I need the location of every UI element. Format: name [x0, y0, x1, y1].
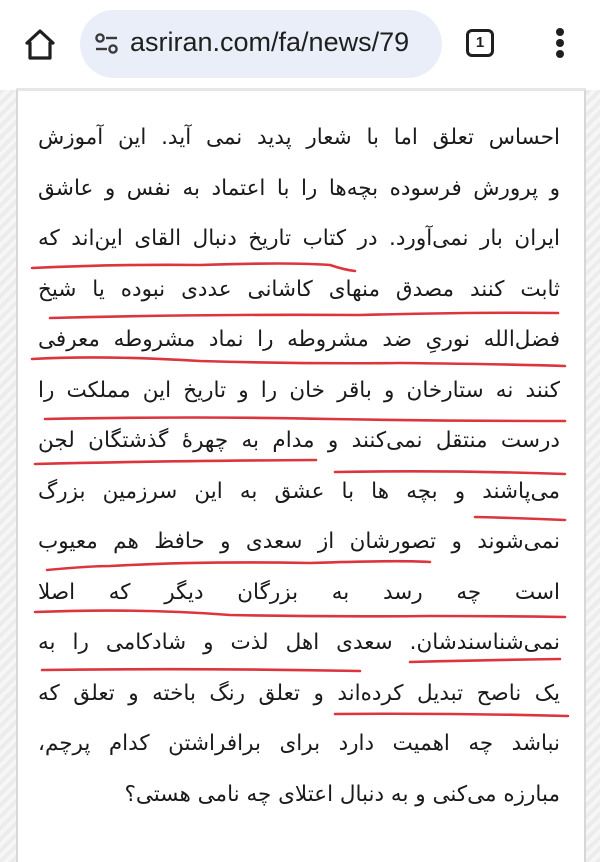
article-line: نباشد چه اهمیت دارد برای برافراشتن کدام پرچم، [38, 731, 560, 756]
more-vert-icon [550, 28, 570, 58]
tab-switcher-button[interactable] [466, 29, 494, 57]
article-line: نمی‌شوند و تصورشان از سعدی و حافظ هم معیوب [38, 529, 560, 554]
article-line: و پرورش فرسوده بچه‌ها را با اعتماد به نفس و عاشق [38, 175, 560, 201]
address-bar[interactable] [80, 10, 442, 78]
browser-toolbar [0, 0, 600, 88]
more-menu-button[interactable] [550, 26, 570, 62]
article-line: کنند نه ستارخان و باقر خان را و تاریخ این مملکت را [38, 377, 560, 403]
home-icon [22, 26, 58, 62]
article-line: نمی‌شناسندشان. سعدی اهل لذت و شادکامی را به [38, 630, 560, 655]
tab-count: 1 [475, 34, 485, 51]
article-line: می‌پاشند و بچه ها با عشق به این سرزمین بزرگ [38, 478, 560, 504]
left-margin [0, 90, 18, 862]
article-line: یک ناصح تبدیل کرده‌اند و تعلق رنگ باخته و تعلق که [38, 680, 560, 706]
article-line: درست منتقل نمی‌کنند و مدام به چهرۀ گذشتگان لجن [38, 428, 560, 453]
article-panel [18, 91, 584, 862]
url-text[interactable]: asriran.com/fa/news/79 [130, 27, 410, 57]
article-line: است چه رسد به بزرگان دیگر که اصلا [38, 579, 560, 605]
article-line: ایران بار نمی‌آورد. در کتاب تاریخ دنبال القای این‌اند که [38, 226, 560, 251]
article-body [38, 113, 560, 820]
article-line: مبارزه می‌کنی و به دنبال اعتلای چه نامی هستی؟ [124, 781, 560, 807]
article-line: احساس تعلق اما با شعار پدید نمی آید. این آموزش [38, 125, 560, 150]
article-line: ثابت کنند مصدق منهای کاشانی عددی نبوده یا شیخ [38, 276, 560, 302]
tune-icon[interactable] [94, 32, 120, 56]
home-button[interactable] [22, 26, 58, 62]
article-line: فضل‌الله نوریِ ضد مشروطه را نماد مشروطه معرفی [38, 327, 560, 352]
right-margin [584, 90, 600, 862]
